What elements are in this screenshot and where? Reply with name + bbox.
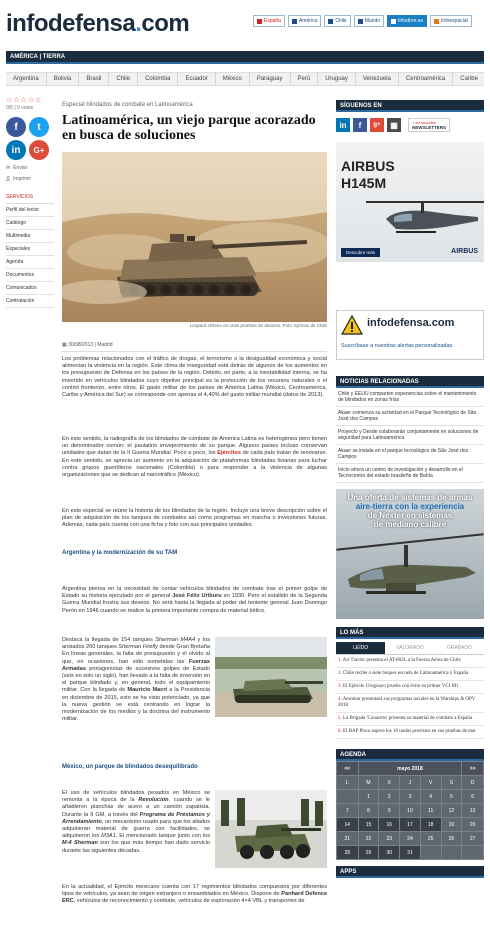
- calendar-day: [420, 846, 441, 860]
- photo-caption: Leopard chileno en unas pruebas de desierto. Foto: Ejército de Chile: [189, 323, 327, 328]
- calendar-prev[interactable]: <<: [337, 762, 359, 776]
- calendar-day[interactable]: 22: [358, 832, 379, 846]
- country-mexico[interactable]: México: [216, 72, 250, 86]
- calendar-day[interactable]: 2: [379, 790, 400, 804]
- subheading-argentina: Argentina y la modernización de su TAM: [62, 550, 178, 556]
- country-peru[interactable]: Perú: [291, 72, 319, 86]
- calendar-next[interactable]: >>: [462, 762, 484, 776]
- print-link[interactable]: ⎙ Imprimir: [6, 176, 32, 182]
- top-item[interactable]: 6. El BAP Pisco supera los 16 nudos previstos en sus pruebas de mar: [336, 726, 484, 739]
- country-venezuela[interactable]: Venezuela: [356, 72, 399, 86]
- calendar-icon: ▦: [62, 342, 69, 348]
- airbus-ad[interactable]: AIRBUS H145M Descubre más AIRBUS: [336, 142, 484, 262]
- calendar-day[interactable]: 28: [337, 846, 359, 860]
- rating-votes: 0/5 | 0 votos: [6, 105, 34, 111]
- services-title: SERVICIOS: [6, 194, 54, 204]
- site-logo[interactable]: infodefensa.com: [6, 10, 190, 37]
- rss-icon[interactable]: ▦: [387, 118, 401, 132]
- satellite-icon: [434, 19, 439, 24]
- country-caribe[interactable]: Caribe: [460, 76, 478, 82]
- nexter-ad[interactable]: Una oferta de sistemas de armas aire-tierra con la experiencia de Nexter en sistemas de mediano calibre: [336, 489, 484, 619]
- site-tabs: [253, 15, 472, 27]
- calendar-day[interactable]: 4: [420, 790, 441, 804]
- tank-photo: [62, 152, 327, 322]
- calendar-day[interactable]: 19: [441, 818, 462, 832]
- calendar-day[interactable]: 27: [462, 832, 484, 846]
- country-centroamerica[interactable]: Centroamérica: [399, 72, 453, 86]
- country-bolivia[interactable]: Bolivia: [47, 72, 80, 86]
- linkedin-icon[interactable]: in: [6, 140, 26, 160]
- top-item[interactable]: 3. El Ejército Uruguayo prueba con éxito su primer VCI M1: [336, 681, 484, 694]
- calendar-day[interactable]: 1: [358, 790, 379, 804]
- calendar-day[interactable]: 8: [358, 804, 379, 818]
- article-headline: Latinoamérica, un viejo parque acorazado en busca de soluciones: [62, 113, 316, 143]
- drone-icon: [391, 19, 396, 24]
- right-column: [336, 100, 484, 878]
- calendar-day[interactable]: 16: [379, 818, 400, 832]
- country-ecuador[interactable]: Ecuador: [178, 72, 215, 86]
- rating-stars[interactable]: ☆☆☆☆☆: [6, 97, 43, 104]
- newsletter-button[interactable]: + en suscribe NEWSLETTERS: [408, 118, 450, 132]
- attack-helicopter-image: [336, 533, 484, 619]
- top-item[interactable]: 4. Aeromar presentará sus programas navales en la Warships & OPV 2018: [336, 694, 484, 713]
- top-item[interactable]: 2. Chile recibe a siete buques escuela de Latinoamérica y España: [336, 668, 484, 681]
- weekday: D: [462, 776, 484, 790]
- print-icon: ⎙: [6, 176, 11, 182]
- tab-grabado[interactable]: GRABADO: [446, 645, 472, 651]
- tab-infoespacial[interactable]: Infoespacial: [430, 15, 472, 27]
- left-rail: [6, 96, 54, 308]
- weekday: V: [420, 776, 441, 790]
- paragraph-5: Destaca la llegada de 154 tanques Sherman M4A4 y los ansiados 260 tanques Sherman Firefly desde Gran Bretaña En líneas generales, la falta de presupuesto y el olvido al que, en ocasiones, han sido sometidas las Fuerzas Armadas protagonistas de sucesivos golpes de Estado (seis en solo un siglo), han llevado a la falta de inversión en el parque blindado y, en general, todo el equipamiento militar. Con la llegada de Mauricio Macri a la Presidencia en diciembre de 2015, esto se ha visto potenciado, ya que la nueva gestión se está centrando en lograr la modernización de los medios y la doctrina del instrumento militar.: [62, 637, 211, 723]
- subheading-mexico: México, un parque de blindados desequilibrado: [62, 764, 198, 770]
- calendar-day[interactable]: 17: [400, 818, 421, 832]
- link-ejercitos[interactable]: Ejércitos: [217, 450, 241, 457]
- tab-leido[interactable]: LEÍDO: [336, 642, 385, 654]
- top-item[interactable]: 1. Air Tractor presenta el AT-802L a la Fuerza Aérea de Chile: [336, 655, 484, 668]
- flag-icon: [328, 19, 333, 24]
- calendar-day[interactable]: 29: [358, 846, 379, 860]
- paragraph-6: El uso de vehículos blindados pesados en México se remonta a la época de la Revolución, cuando se le añadieron planchas de acero a un camión zapatista. Durante la II GM, a través del Programa de Préstamos y Arrendamiento, un mecanismo usado para que los aliados adquirieran material de guerra con facilidades, se adquirieron los M3A1. El mencionado tanque junto con los M-4 Sherman son los que más tiempo han dado servicio durante las siguientes décadas.: [62, 790, 211, 854]
- share-buttons: [6, 117, 52, 160]
- calendar-day[interactable]: 6: [462, 790, 484, 804]
- airbus-logo: AIRBUS: [451, 248, 478, 255]
- calendar-day[interactable]: 31: [400, 846, 421, 860]
- related-item[interactable]: Chile y EEUU comparten experiencias sobre el mantenimiento de blindados en zonas frías: [336, 388, 484, 407]
- country-nav: [6, 72, 484, 86]
- flag-icon: [292, 19, 297, 24]
- service-agenda[interactable]: Agenda: [6, 256, 54, 269]
- country-chile[interactable]: Chile: [109, 72, 138, 86]
- facebook-icon[interactable]: f: [353, 118, 367, 132]
- calendar-day[interactable]: 18: [420, 818, 441, 832]
- service-documentos[interactable]: Documentos: [6, 269, 54, 282]
- tab-valorado[interactable]: VALORADO: [396, 645, 424, 651]
- article-kicker: Especial blindados de combate en Latinoamérica: [62, 102, 193, 108]
- calendar-day[interactable]: 10: [400, 804, 421, 818]
- calendar-day[interactable]: 14: [337, 818, 359, 832]
- mail-icon: ✉: [6, 165, 11, 171]
- mexico-vehicle-photo: [215, 790, 327, 868]
- paragraph-1: Los problemas relacionados con el tráfico de drogas, el terrorismo o la desigualdad económica y social alimentan la violencia en la región. Este clima de inseguridad está detrás de algunos de los aumentos en los presupuesto de Defensa en los países de la región. Debido, en parte, a la inestabilidad interna, se ha invertido en vehículos blindados cuyo objetivo principal es la protección de los recursos naturales o el control fronterizo, entre otros. El gasto militar de los países de América Latina (México, Centroamérica, Caribe y América del Sur) se corresponde con apenas el 4,40% del gasto militar mundial (datos de 2013).: [62, 356, 327, 399]
- tab-mundo[interactable]: Mundo: [354, 15, 384, 27]
- paragraph-3: En este especial se reúne la historia de los blindados de la región. Incluye una breve descripción sobre el plan de adquisición de los tanques de combates así como programas en marcha o inversiones futuras. Además, cada país cuenta con una ficha y foto con sus principales unidades.: [62, 508, 327, 529]
- googleplus-icon[interactable]: G+: [29, 140, 49, 160]
- follow-title: SÍGUENOS EN: [336, 100, 484, 112]
- calendar-day[interactable]: 7: [337, 804, 359, 818]
- linkedin-icon[interactable]: in: [336, 118, 350, 132]
- weekday: S: [441, 776, 462, 790]
- calendar-day[interactable]: 30: [379, 846, 400, 860]
- service-perfil[interactable]: Perfil del lector: [6, 204, 54, 217]
- agenda-title: AGENDA: [336, 749, 484, 761]
- country-uruguay[interactable]: Uruguay: [318, 72, 356, 86]
- top-item[interactable]: 5. La Brigada 'Conacero' presenta su material de combate a España: [336, 713, 484, 726]
- service-multimedia[interactable]: Multimedia: [6, 230, 54, 243]
- follow-buttons: [336, 118, 484, 132]
- discover-button[interactable]: Descubre más: [341, 248, 380, 257]
- calendar-day[interactable]: 12: [441, 804, 462, 818]
- globe-icon: [358, 19, 363, 24]
- calendar-day: [462, 846, 484, 860]
- calendar-day[interactable]: 24: [400, 832, 421, 846]
- paragraph-4: Argentina piensa en la necesidad de contar vehículos blindados de combate tras el primer golpe de Estado su historia ejecutado por el general José Félix Uriburu en 1930. Pero el estallido de la Segunda Guerra Mundial frustra sus deseos. No será hasta la llegada al poder del teniente general Juan Domingo Perón en 1946 cuando se realice la primera importante compra de material bélico.: [62, 586, 328, 614]
- agenda-calendar: [336, 761, 484, 860]
- country-brasil[interactable]: Brasil: [79, 72, 109, 86]
- calendar-day[interactable]: 15: [358, 818, 379, 832]
- weekday: M: [358, 776, 379, 790]
- googleplus-icon[interactable]: g+: [370, 118, 384, 132]
- weekday: J: [400, 776, 421, 790]
- related-item[interactable]: Akaer comienza su actividad en el Parque Tecnológico de São José dos Campos: [336, 407, 484, 426]
- service-comunicados[interactable]: Comunicados: [6, 282, 54, 295]
- calendar-day[interactable]: 9: [379, 804, 400, 818]
- top-tabs: [336, 642, 484, 655]
- service-catalogo[interactable]: Catálogo: [6, 217, 54, 230]
- service-especiales[interactable]: Especiales: [6, 243, 54, 256]
- article-header: [62, 102, 327, 143]
- tab-chile[interactable]: Chile: [324, 15, 350, 27]
- calendar-day[interactable]: 20: [462, 818, 484, 832]
- calendar-day[interactable]: 21: [337, 832, 359, 846]
- country-colombia[interactable]: Colombia: [138, 72, 178, 86]
- related-title: NOTICIAS RELACIONADAS: [336, 376, 484, 388]
- related-item[interactable]: Inicio ahora un centro de investigación y desarrollo en el Tecnocentro del estado brasileño de Bahía: [336, 464, 484, 483]
- service-contratacion[interactable]: Contratación: [6, 295, 54, 308]
- top-title: LO MÁS: [336, 627, 484, 639]
- country-argentina[interactable]: Argentina: [6, 72, 47, 86]
- tab-america[interactable]: América: [288, 15, 321, 27]
- calendar-day[interactable]: 26: [441, 832, 462, 846]
- related-item[interactable]: Proyecto y Desde colaborarán conjuntamente en soluciones de seguridad para Latinoamérica: [336, 426, 484, 445]
- calendar-day[interactable]: 3: [400, 790, 421, 804]
- calendar-day[interactable]: 25: [420, 832, 441, 846]
- related-item[interactable]: Akaer se instala en el parque tecnológico de São José dos Campos: [336, 445, 484, 464]
- calendar-month: mayo 2018: [358, 762, 462, 776]
- calendar-day[interactable]: [337, 790, 359, 804]
- tab-espana[interactable]: España: [253, 15, 285, 27]
- calendar-day[interactable]: 11: [420, 804, 441, 818]
- calendar-day[interactable]: 23: [379, 832, 400, 846]
- calendar-day[interactable]: 13: [462, 804, 484, 818]
- subscription-ad[interactable]: infodefensa.com Suscríbase a nuestras alertas personalizadas: [336, 310, 484, 360]
- facebook-icon[interactable]: f: [6, 117, 26, 137]
- tab-infodron[interactable]: Infodron.es: [387, 15, 427, 27]
- weekday: L: [337, 776, 359, 790]
- paragraph-7: En la actualidad, el Ejército mexicano cuenta con 17 regimientos blindados compuestos por diferentes tipos de vehículos, ya sean de origen extranjero o ensamblados en México. Dispone de Panhard Defence ERC, vehículos de reconocimiento y combate, vehículos de exploración 4×4 VBL y transportes de: [62, 884, 327, 905]
- person-uriburu: José Félix Uriburu: [172, 593, 222, 600]
- article-dateline: ▦ 30/08/2013 | Madrid: [62, 342, 327, 352]
- send-link[interactable]: ✉ Enviar: [6, 165, 28, 171]
- calendar-day: [441, 846, 462, 860]
- flag-icon: [257, 19, 262, 24]
- tam-tank-photo: [215, 637, 327, 717]
- twitter-icon[interactable]: t: [29, 117, 49, 137]
- paragraph-2: En este sentido, la radiografía de los blindados de combate de América Latina es heterogénea pero tienen un denominador común: el paulatino envejecimiento de su parque. Algunos países incluso conservan unidades que datan de la II Guerra Mundial. Poco a poco, los Ejércitos de cada país tratan de renovarse. En este sentido, se aprecia un aumento en la adquisición de plataformas blindadas livianas para luchar contra grupos guerrilleros nacionales (Colombia) o para responder a la violencia de algunas organizaciones que se dedican al narcotráfico (México).: [62, 436, 327, 479]
- section-bar[interactable]: AMÉRICA | TIERRA: [6, 51, 484, 64]
- weekday: X: [379, 776, 400, 790]
- country-paraguay[interactable]: Paraguay: [250, 72, 291, 86]
- apps-title: APPS: [336, 866, 484, 878]
- helicopter-image: [366, 197, 484, 247]
- warning-icon: [341, 315, 363, 335]
- calendar-day[interactable]: 5: [441, 790, 462, 804]
